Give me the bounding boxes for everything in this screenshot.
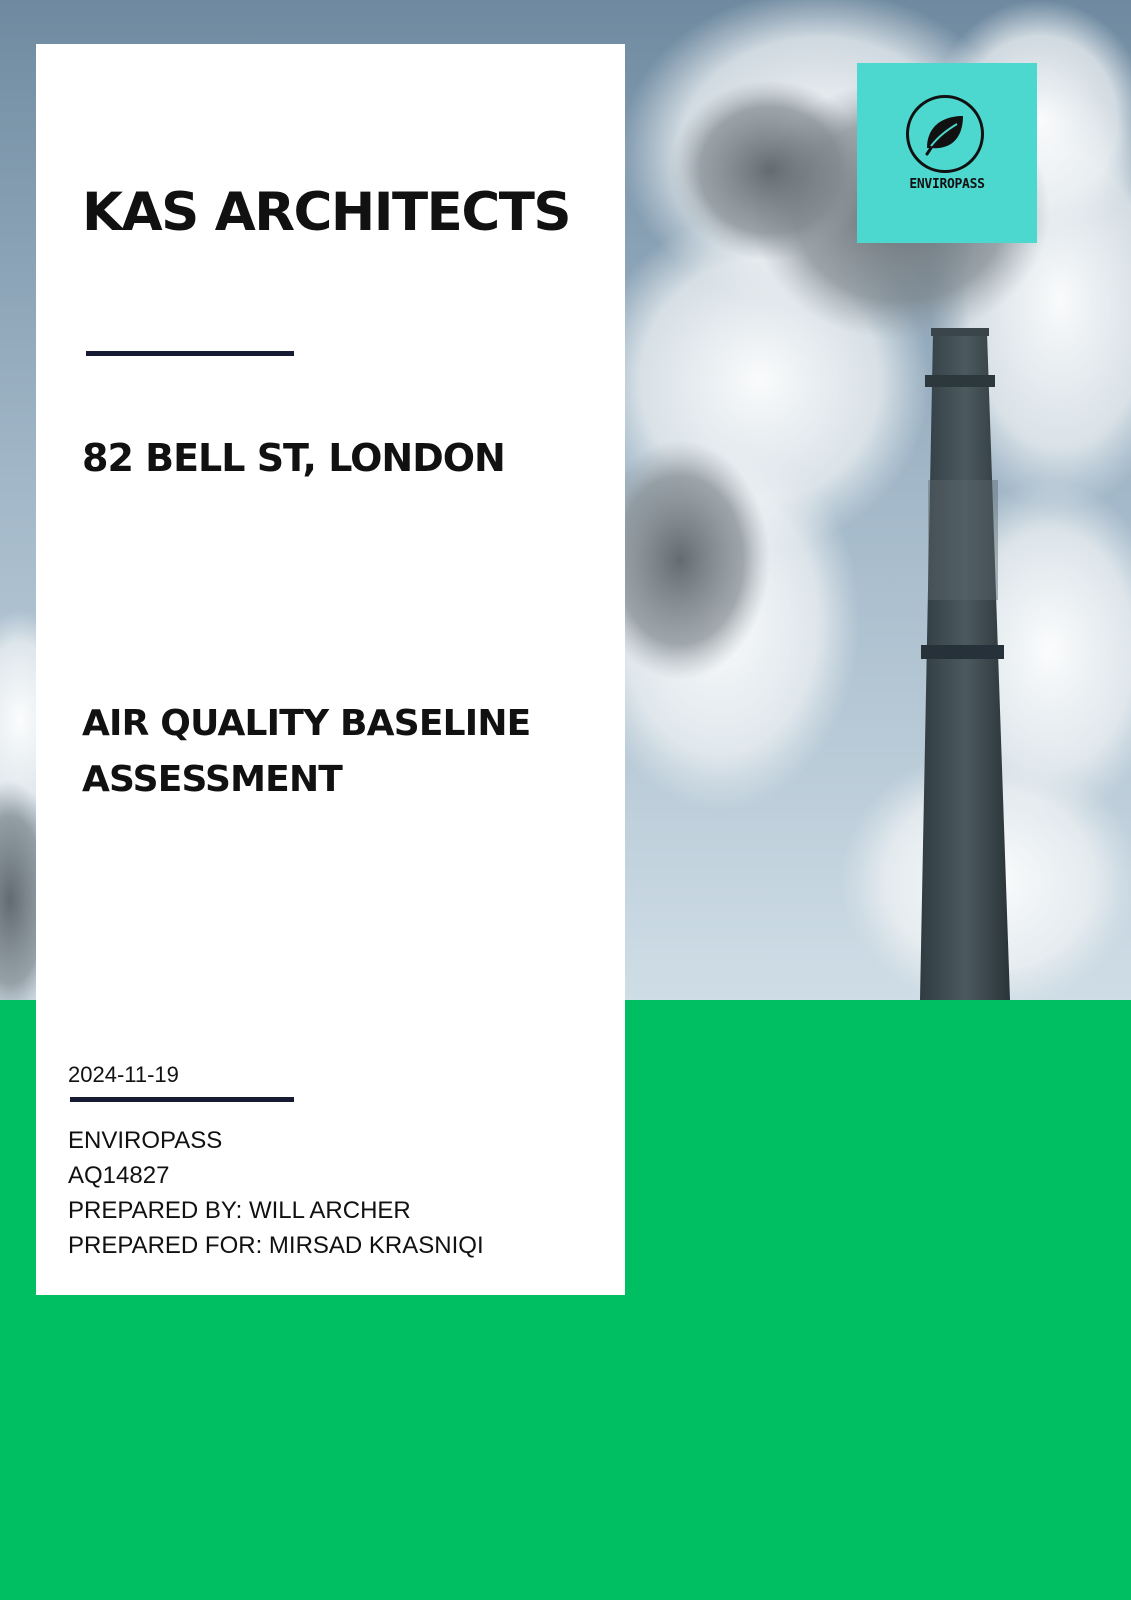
report-title-line-2: ASSESSMENT [82,759,343,800]
logo-text: ENVIROPASS [909,177,985,192]
site-address: 82 BELL ST, LONDON [82,436,505,480]
detail-company: ENVIROPASS [68,1127,223,1154]
report-details [68,1123,484,1263]
report-title [82,696,530,808]
leaf-icon [919,108,971,160]
cover-card [36,44,625,1295]
title-divider [86,351,294,356]
logo-circle [906,95,984,173]
enviropass-logo [857,63,1037,243]
detail-prepared-for: PREPARED FOR: MIRSAD KRASNIQI [68,1232,484,1259]
detail-prepared-by: PREPARED BY: WILL ARCHER [68,1197,411,1224]
date-divider [70,1097,294,1102]
company-title: KAS ARCHITECTS [82,182,571,243]
report-date: 2024-11-19 [68,1062,179,1087]
report-title-line-1: AIR QUALITY BASELINE [82,703,531,744]
detail-reference: AQ14827 [68,1162,170,1189]
